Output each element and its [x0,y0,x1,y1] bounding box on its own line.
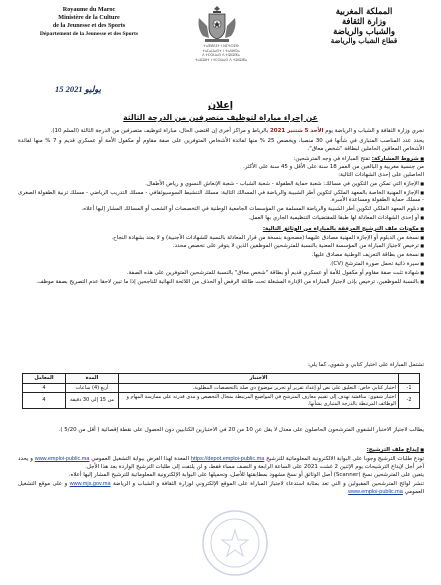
file-item: ■ بالنسبة للموظفين، ترخيص بإذن لاجتياز المباراة من الإدارة المشغلة تحت طائلة الرفض أو الحذف من اللائحة النهائية للناجحين إذا ما تبين لاحقا عدم التصريح بصفة موظف. [18,278,424,287]
table-row [23,393,420,409]
notice-title: إعلان [207,100,234,111]
deposit-text-1a: تودع طلبات الترشيح وجوبا على البوابة الالكترونية المعلوماتية للترشيح [266,455,425,462]
deposit-title: ■ إيداع ملف الترشيح: [18,446,424,455]
oral-note: يطالب لاجتياز الاختبار الشفوي المترشحون الحاصلون على معدل لا يقل عن 10 من 20 في الاختبارين الكتابيين دون الحصول على نقطة إقصائية ( أقل من 5/20 ). [58,427,424,433]
condition-item: ■ الإجازة المهنية الخاصة بالمعهد الملكي لتكوين أطر الشبيبة والرياضة في المسالك التالية: مسلك التنشيط السوسيوثقافي - مسلك التدريب الرياضي - مسلك تربية الطفولة الصغرى - مسلك حماية الطفولة ومساعدة الأسرة. [18,189,424,206]
exam-cell-test: اختبار شفوي: مناقشة تهدف إلى تقييم معارف المترشح في المواضيع المرتبطة بمجال التخصص و مدى قدرته على ممارسة المهام و الوظائف المرتبطة بالدرجة المتبارى بشأنها. [119,393,399,409]
emploi-public-link-2[interactable]: www.emploi-public.ma [348,488,403,495]
deposit-text-3a: تنشر لوائح المترشحين المقبولين و التي تعد بمثابة استدعاء لاجتياز المباراة على الموقع الإلكتروني لوزارة الثقافة و الشباب و الرياضة [112,481,425,488]
exam-table [22,373,420,409]
condition-item: ■ أو إحدى الشهادات المعادلة لها طبقا للمقتضيات التنظيمية الجاري بها العمل. [18,214,424,223]
date-stamp: 15 يوليو 2021 [55,84,102,94]
deposit-text-1b: المعدة لهذا الغرض ببوابة التشغيل العمومي [91,455,190,462]
header-tif-line-1: ⵜⴰⴳⵍⴷⵉⵜ ⵏ ⵍⵎⵖⵔⵉⴱ [203,44,239,48]
condition-item: من جنسية مغربية و البالغين من العمر 18 سنة على الأقل و 45 سنة على الأكثر. [243,164,424,171]
conditions-heading [18,155,424,164]
exam-cell-duration: من 15 إلى 30 دقيقة [66,393,119,409]
depot-portal-link[interactable]: https://depot.emploi-public.ma [190,455,265,462]
exam-col-coef: المعامل [23,374,66,384]
deposit-paragraph-1 [18,456,424,472]
header-tifinagh [182,44,260,62]
file-title: ■ مكونات ملف الترشيح المرفقة بالمباراة من الوثائق التالية: [18,225,424,234]
exam-cell-coef: 4 [23,393,66,409]
deposit-paragraph-3 [18,481,424,497]
header-tif-line-4: ⵜⴰⵣⵓⵍⵜ ⵏ ⵜⵎⵔⵡⴰⵙ ⴷ ⵜⵓⵏⵏⵓⵏⴳⴰ [194,57,248,62]
deposit-paragraph-2: يتعين على المترشحين نسخ (Scanner) أصل الوثائق أو نسخ مشهود بمطابقتها للأصل، وتحميلها على البوابة الإلكترونية المعلوماتية للترشيح المشار إليها أعلاه. [68,472,424,479]
header-ar-line-4: قطاع الشباب والرياضة [330,36,398,45]
header-fr-line-1: Royaume du Maroc [62,6,116,13]
exam-cell-test: اختبار كتابي خاص: التعليق على نص أو إعداد تقرير أو تحرير موضوع ذي صلة بالتخصصات المطلوبة. [119,383,399,393]
header-ar-line-1: المملكة المغربية [335,6,393,16]
mjs-site-link[interactable]: www.mjs.gov.ma [69,481,111,488]
header-arabic [299,6,429,45]
conditions-title: ■ شروط المشاركة: [372,156,424,162]
header-ar-line-2: وزارة الثقافة [341,16,387,26]
moroccan-royal-coat-of-arms-icon [195,4,239,44]
notice-subtitle: عن إجراء مباراة لتوظيف متصرفين من الدرجة الثالثة [123,113,318,122]
header-french [14,6,164,38]
header-tif-line-3: ⴷ ⵜⵎⵔⵡⴰⵙ ⴷ ⵜⵓⵏⵏⵓⵏⴳⴰ [202,53,240,57]
exam-cell-coef: 4 [23,383,66,393]
intro-text-b: بالرباط و مراكز أخرى إن اقتضى الحال، مباراة لتوظيف متصرفين من الدرجة الثالثة (السلم 10). [50,128,269,134]
file-item: ■ ترخيص لاجتياز المباراة من المؤسسة المعنية بالنسبة للمترشحين الموظفين الذين لا يتوفر على تخصص محدد. [18,242,424,251]
exam-table-header-row [23,374,420,384]
intro-paragraph [18,128,424,136]
exam-cell-duration: أربع (4) ساعات [66,383,119,393]
exam-col-duration: المدة [66,374,119,384]
header-fr-line-2: Ministère de la Culture [58,14,120,21]
header-fr-line-4: Département de la Jeunesse et des Sports [39,31,139,37]
exam-col-test: الاختبار [119,374,399,384]
condition-item: ■ الإجازة التي تمكن من التكوين في مسالك: شعبة حماية الطفولة - شعبة الشباب - شعبة الإنعاش النسوي و رياض الأطفال. [18,180,424,189]
deposit-text-1c: و يحدد آخر أجل لإيداع الترشيحات يوم الإثنين 2 غشت 2021 على الساعة الرابعة و النصف مساء فقط، و لن يلتفت إلى طلبات الترشيح الواردة بعد هذا الأجل. [18,455,424,470]
file-item: ■ نسخة من الدبلوم أو الإجازة المهنية مصادق عليهما (مصحوبة بنسخة من قرار المعادلة بالنسبة للشهادات الأجنبية) و لا يعتد بشهادة النجاح. [18,234,424,243]
file-item: ■ شهادة تثبت صفة مقاوم أو مكفول للأمة أو عسكري قديم أو بطاقة "شخص معاق" بالنسبة للمترشحين المتوفرين على هذه الصفة. [18,269,424,278]
exam-intro: تشتمل المباراة على اختبار كتابي و شفوي، كما يلي: [307,362,424,368]
intro-text-a: تجري وزارة الثقافة و الشباب و الرياضة يوم [325,128,424,134]
deposit-text-3b: و على موقع التشغيل العمومي [18,481,424,495]
deposit-section [18,446,424,497]
official-seal-icon [200,508,270,578]
exam-cell-num: 2- [399,393,420,409]
header-ar-line-3: والشباب والرياضة [333,26,395,36]
posts-paragraph: يحدد عدد المناصب المتبارى في شأنها في 30 منصبا، ويخصص 25 % منها لفائدة الأشخاص المتوفرين على صفة مقاوم أو مكفول الأمة أو عسكري قديم و 7 % منها لفائدة الأشخاص المعاقين الحاملين لبطاقة "شخص معاق". [18,137,424,152]
header-tif-line-2: ⵜⴰⵎⴰⵡⴰⵙⵜ ⵏ ⵜⴰⴷⵍⵙⴰ [202,48,240,53]
file-item: ■ نسخة من بطاقة التعريف الوطنية مصادق عليها. [18,251,424,260]
conditions-intro: تفتح المباراة في وجه المترشحين: [293,156,370,163]
table-row [23,383,420,393]
file-item: ■ سيرة ذاتية تحمل صورة المترشح (CV). [18,260,424,269]
emploi-public-link[interactable]: www.emploi-public.ma [34,455,90,462]
exam-cell-num: 1- [399,383,420,393]
exam-col-num [399,374,420,384]
notice-body-top [18,128,424,286]
condition-item: الحاصلين على إحدى الشهادات التالية: [338,171,424,178]
intro-date: الأحد 5 شتنبر 2021 [269,128,324,134]
condition-item: ■ دبلوم المعهد الملكي لتكوين أطر الشبيبة والرياضة المسلمة من المؤسسات الجامعية الوطنية في التخصصات أو الشعب أو المسالك المشار إليها أعلاه. [18,205,424,214]
header-fr-line-3: de la Jeunesse et des Sports [52,22,126,29]
